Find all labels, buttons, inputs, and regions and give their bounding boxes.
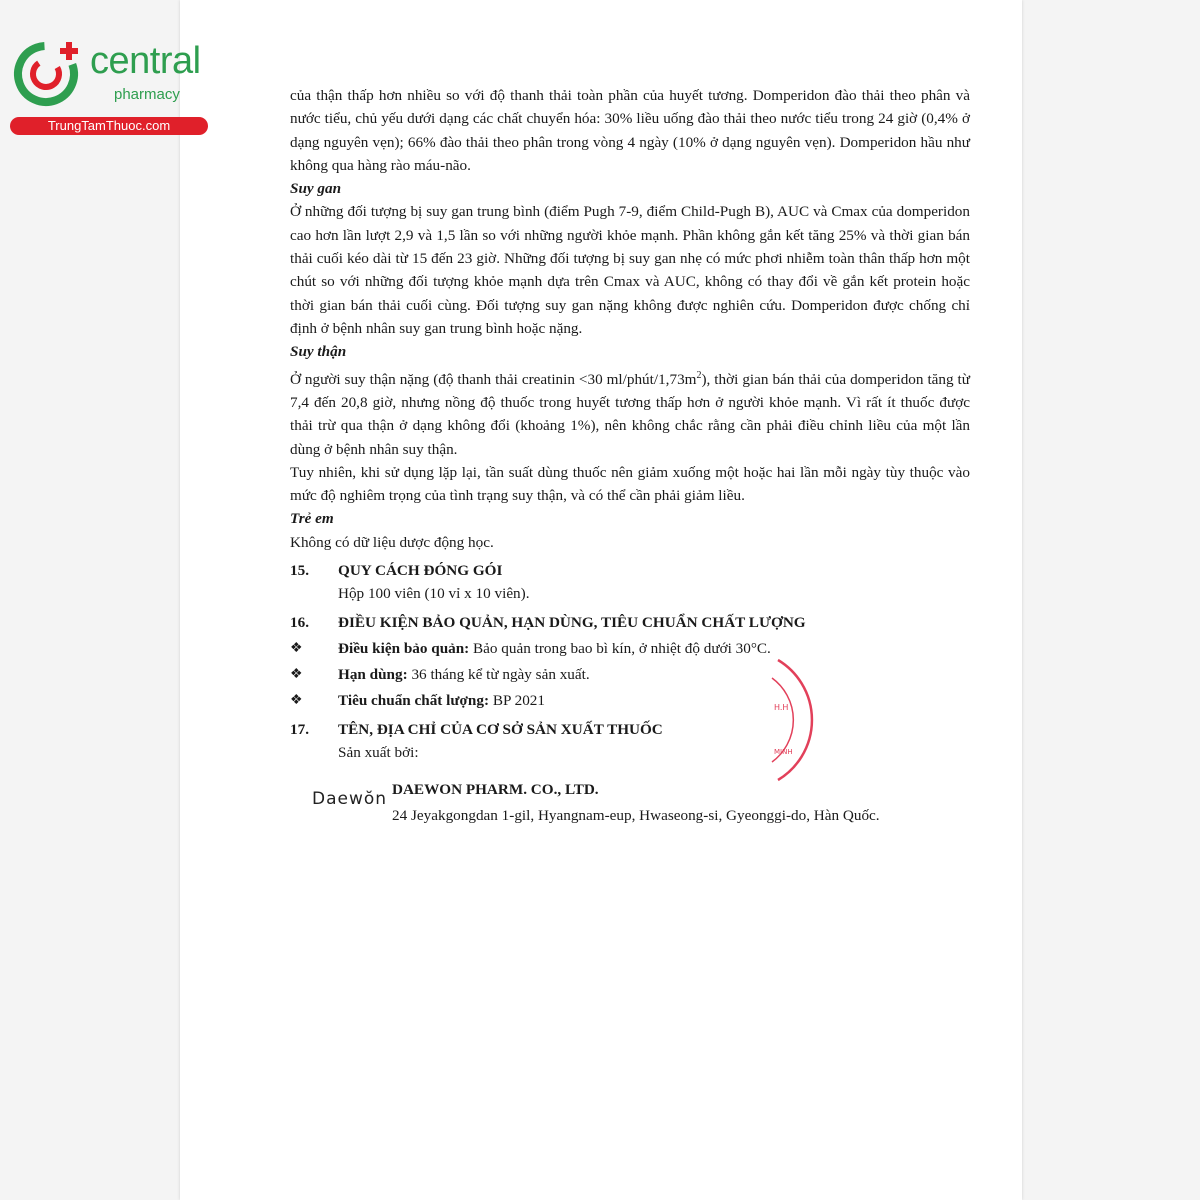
brand-name: central	[90, 40, 201, 82]
heading-tre-em: Trẻ em	[290, 510, 334, 528]
diamond-bullet-icon: ❖	[290, 693, 303, 709]
bullet-label: Điều kiện bảo quản:	[338, 639, 470, 657]
section-15-heading	[290, 559, 970, 582]
daewon-logo: Daewŏn	[312, 789, 388, 810]
paragraph-suy-than-1	[290, 364, 970, 461]
paragraph-tre-em: Không có dữ liệu dược động học.	[290, 533, 494, 551]
brand-subtitle: pharmacy	[114, 86, 180, 103]
suy-than-text-b: ), thời gian bán thải của domperidon tăng từ 7,4 đến 20,8 giờ, nhưng nồng độ thuốc trong huyết tương thấp hơn ở người khỏe mạnh. Vì rất ít thuốc được thải trừ qua thận ở dạng không đổi (khoảng 1%), nên không chắc rằng cần phải điều chỉnh liều của một lần dùng ở bệnh nhân suy thận.	[290, 370, 970, 458]
section-number: 15.	[290, 562, 309, 579]
superscript-2: 2	[696, 369, 702, 381]
paragraph-suy-gan: Ở những đối tượng bị suy gan trung bình (điểm Pugh 7-9, điểm Child-Pugh B), AUC và Cmax của domperidon cao hơn lần lượt 2,9 và 1,5 lần so với những người khỏe mạnh. Phần không gắn kết tăng 25% và thời gian bán thải cuối kéo dài từ 15 đến 23 giờ. Những đối tượng bị suy gan nhẹ có mức phơi nhiễm toàn thân thấp hơn một chút so với những đối tượng khỏe mạnh dựa trên Cmax và AUC, không có thay đổi về gắn kết protein hoặc thời gian bán thải cuối cùng. Đối tượng suy gan nặng không được nghiên cứu. Domperidon được chống chỉ định ở bệnh nhân suy gan trung bình hoặc nặng.	[290, 203, 970, 337]
site-url-badge[interactable]: TrungTamThuoc.com	[10, 117, 208, 135]
manufacturer-address: 24 Jeyakgongdan 1-gil, Hyangnam-eup, Hwaseong-si, Gyeonggi-do, Hàn Quốc.	[392, 807, 880, 825]
heading-suy-gan: Suy gan	[290, 180, 342, 198]
section-number: 17.	[290, 720, 309, 738]
heading-suy-than: Suy thận	[290, 343, 347, 361]
svg-text:MINH: MINH	[774, 748, 793, 756]
suy-than-text-a: Ở người suy thận nặng (độ thanh thải creatinin <30 ml/phút/1,73m	[290, 370, 697, 388]
diamond-bullet-icon: ❖	[290, 640, 303, 656]
pharmacy-cross-icon	[10, 36, 90, 114]
bullet-label: Tiêu chuẩn chất lượng:	[338, 692, 490, 710]
section-title: QUY CÁCH ĐÓNG GÓI	[338, 562, 503, 579]
document-body	[290, 84, 970, 830]
central-pharmacy-logo[interactable]	[10, 36, 215, 136]
manufacturer-intro: Sản xuất bởi:	[338, 744, 419, 762]
paragraph-elimination: của thận thấp hơn nhiều so với độ thanh thải toàn phần của huyết tương. Domperidon đào thải theo phân và nước tiểu, chủ yếu dưới dạng các chất chuyển hóa: 30% liều uống đào thải theo nước tiểu trong 24 giờ (0,4% ở dạng nguyên vẹn); 66% đào thải theo phân trong vòng 4 ngày (10% ở dạng nguyên vẹn). Domperidon hầu như không qua hàng rào máu-não.	[290, 87, 970, 174]
bullet-item-expiry	[290, 663, 970, 686]
svg-text:H.H: H.H	[774, 703, 789, 712]
diamond-bullet-icon: ❖	[290, 667, 303, 683]
manufacturer-name: DAEWON PHARM. CO., LTD.	[392, 781, 599, 799]
bullet-text: 36 tháng kể từ ngày sản xuất.	[407, 666, 590, 684]
manufacturer-block	[290, 770, 970, 830]
section-number: 16.	[290, 613, 309, 631]
bullet-item-quality	[290, 689, 970, 712]
bullet-text: BP 2021	[489, 692, 545, 710]
packaging-text: Hộp 100 viên (10 vỉ x 10 viên).	[338, 585, 530, 603]
section-title: TÊN, ĐỊA CHỈ CỦA CƠ SỞ SẢN XUẤT THUỐC	[338, 720, 663, 738]
bullet-label: Hạn dùng:	[338, 666, 408, 684]
section-17-heading	[290, 718, 970, 741]
paragraph-suy-than-2: Tuy nhiên, khi sử dụng lặp lại, tần suất dùng thuốc nên giảm xuống một hoặc hai lần mỗi ngày tùy thuộc vào mức độ nghiêm trọng của tình trạng suy thận, và có thể cần phải giảm liều.	[290, 463, 970, 505]
bullet-item-storage	[290, 637, 970, 660]
bullet-text: Bảo quản trong bao bì kín, ở nhiệt độ dưới 30°C.	[469, 639, 771, 657]
section-title: ĐIỀU KIỆN BẢO QUẢN, HẠN DÙNG, TIÊU CHUẨN CHẤT LƯỢNG	[338, 613, 806, 631]
section-16-heading	[290, 611, 970, 634]
